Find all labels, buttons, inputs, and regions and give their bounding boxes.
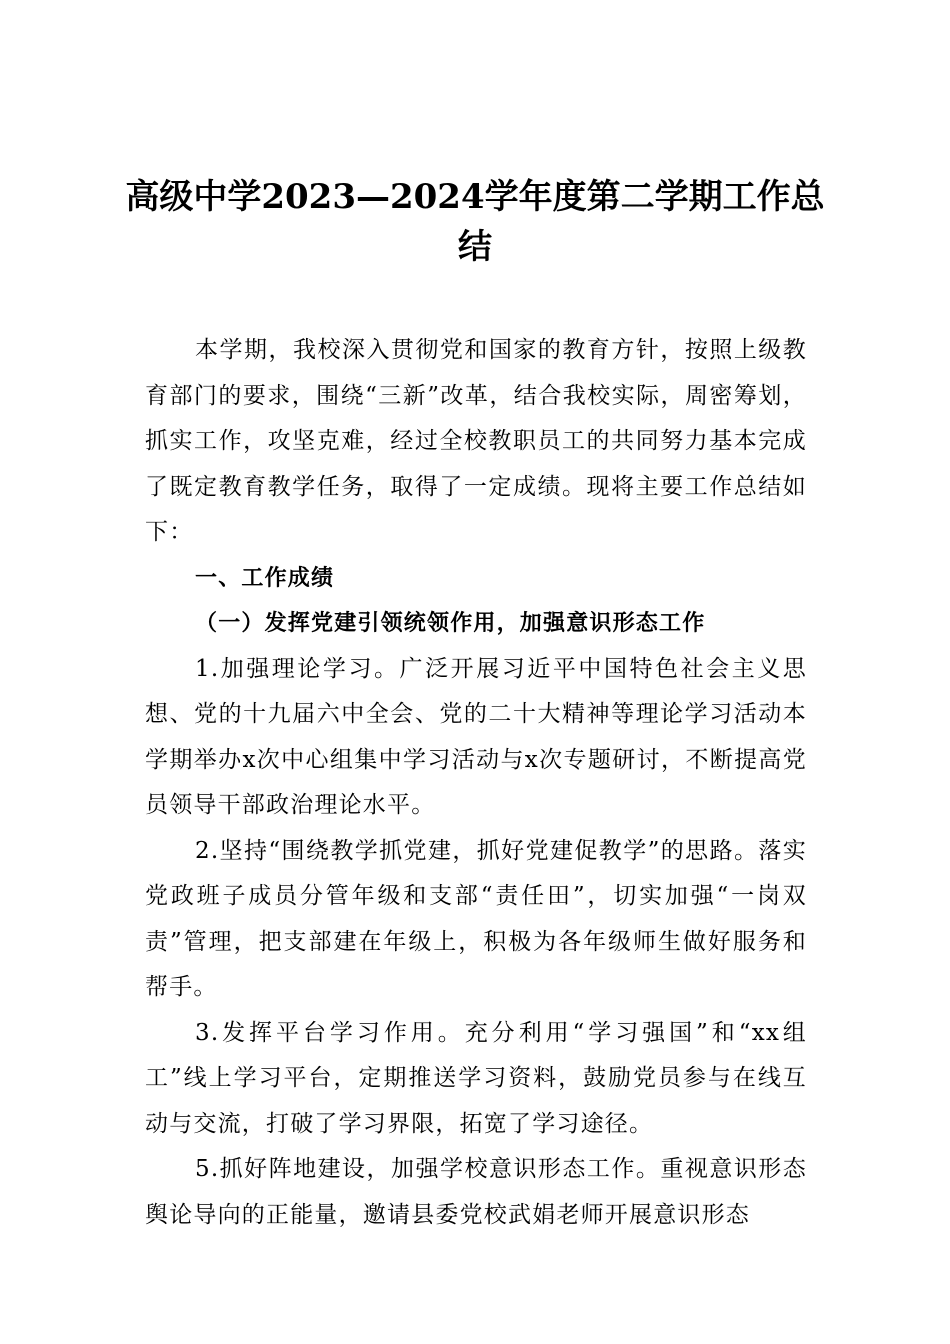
list-item: 5.抓好阵地建设，加强学校意识形态工作。重视意识形态舆论导向的正能量，邀请县委党校武娟老师开展意识形态: [145, 1156, 807, 1228]
subsection-heading: （一）发挥党建引领统领作用，加强意识形态工作: [195, 610, 706, 636]
document-body: [145, 328, 807, 1238]
intro-paragraph: 本学期，我校深入贯彻党和国家的教育方针，按照上级教育部门的要求，围绕“三新”改革，结合我校实际，周密筹划，抓实工作，攻坚克难，经过全校教职员工的共同努力基本完成了既定教育教学任务，取得了一定成绩。现将主要工作总结如下：: [145, 337, 807, 545]
list-item: 3.发挥平台学习作用。充分利用“学习强国”和“xx组工”线上学习平台，定期推送学习资料，鼓励党员参与在线互动与交流，打破了学习界限，拓宽了学习途径。: [145, 1019, 807, 1137]
list-item: 1.加强理论学习。广泛开展习近平中国特色社会主义思想、党的十九届六中全会、党的二十大精神等理论学习活动本学期举办x次中心组集中学习活动与x次专题研讨，不断提高党员领导干部政治理论水平。: [145, 655, 807, 818]
section-heading: 一、工作成绩: [195, 565, 335, 591]
list-item: 2.坚持“围绕教学抓党建，抓好党建促教学”的思路。落实党政班子成员分管年级和支部“责任田”，切实加强“一岗双责”管理，把支部建在年级上，积极为各年级师生做好服务和帮手。: [145, 837, 807, 1000]
document-title: 高级中学2023—2024学年度第二学期工作总结: [125, 177, 825, 267]
